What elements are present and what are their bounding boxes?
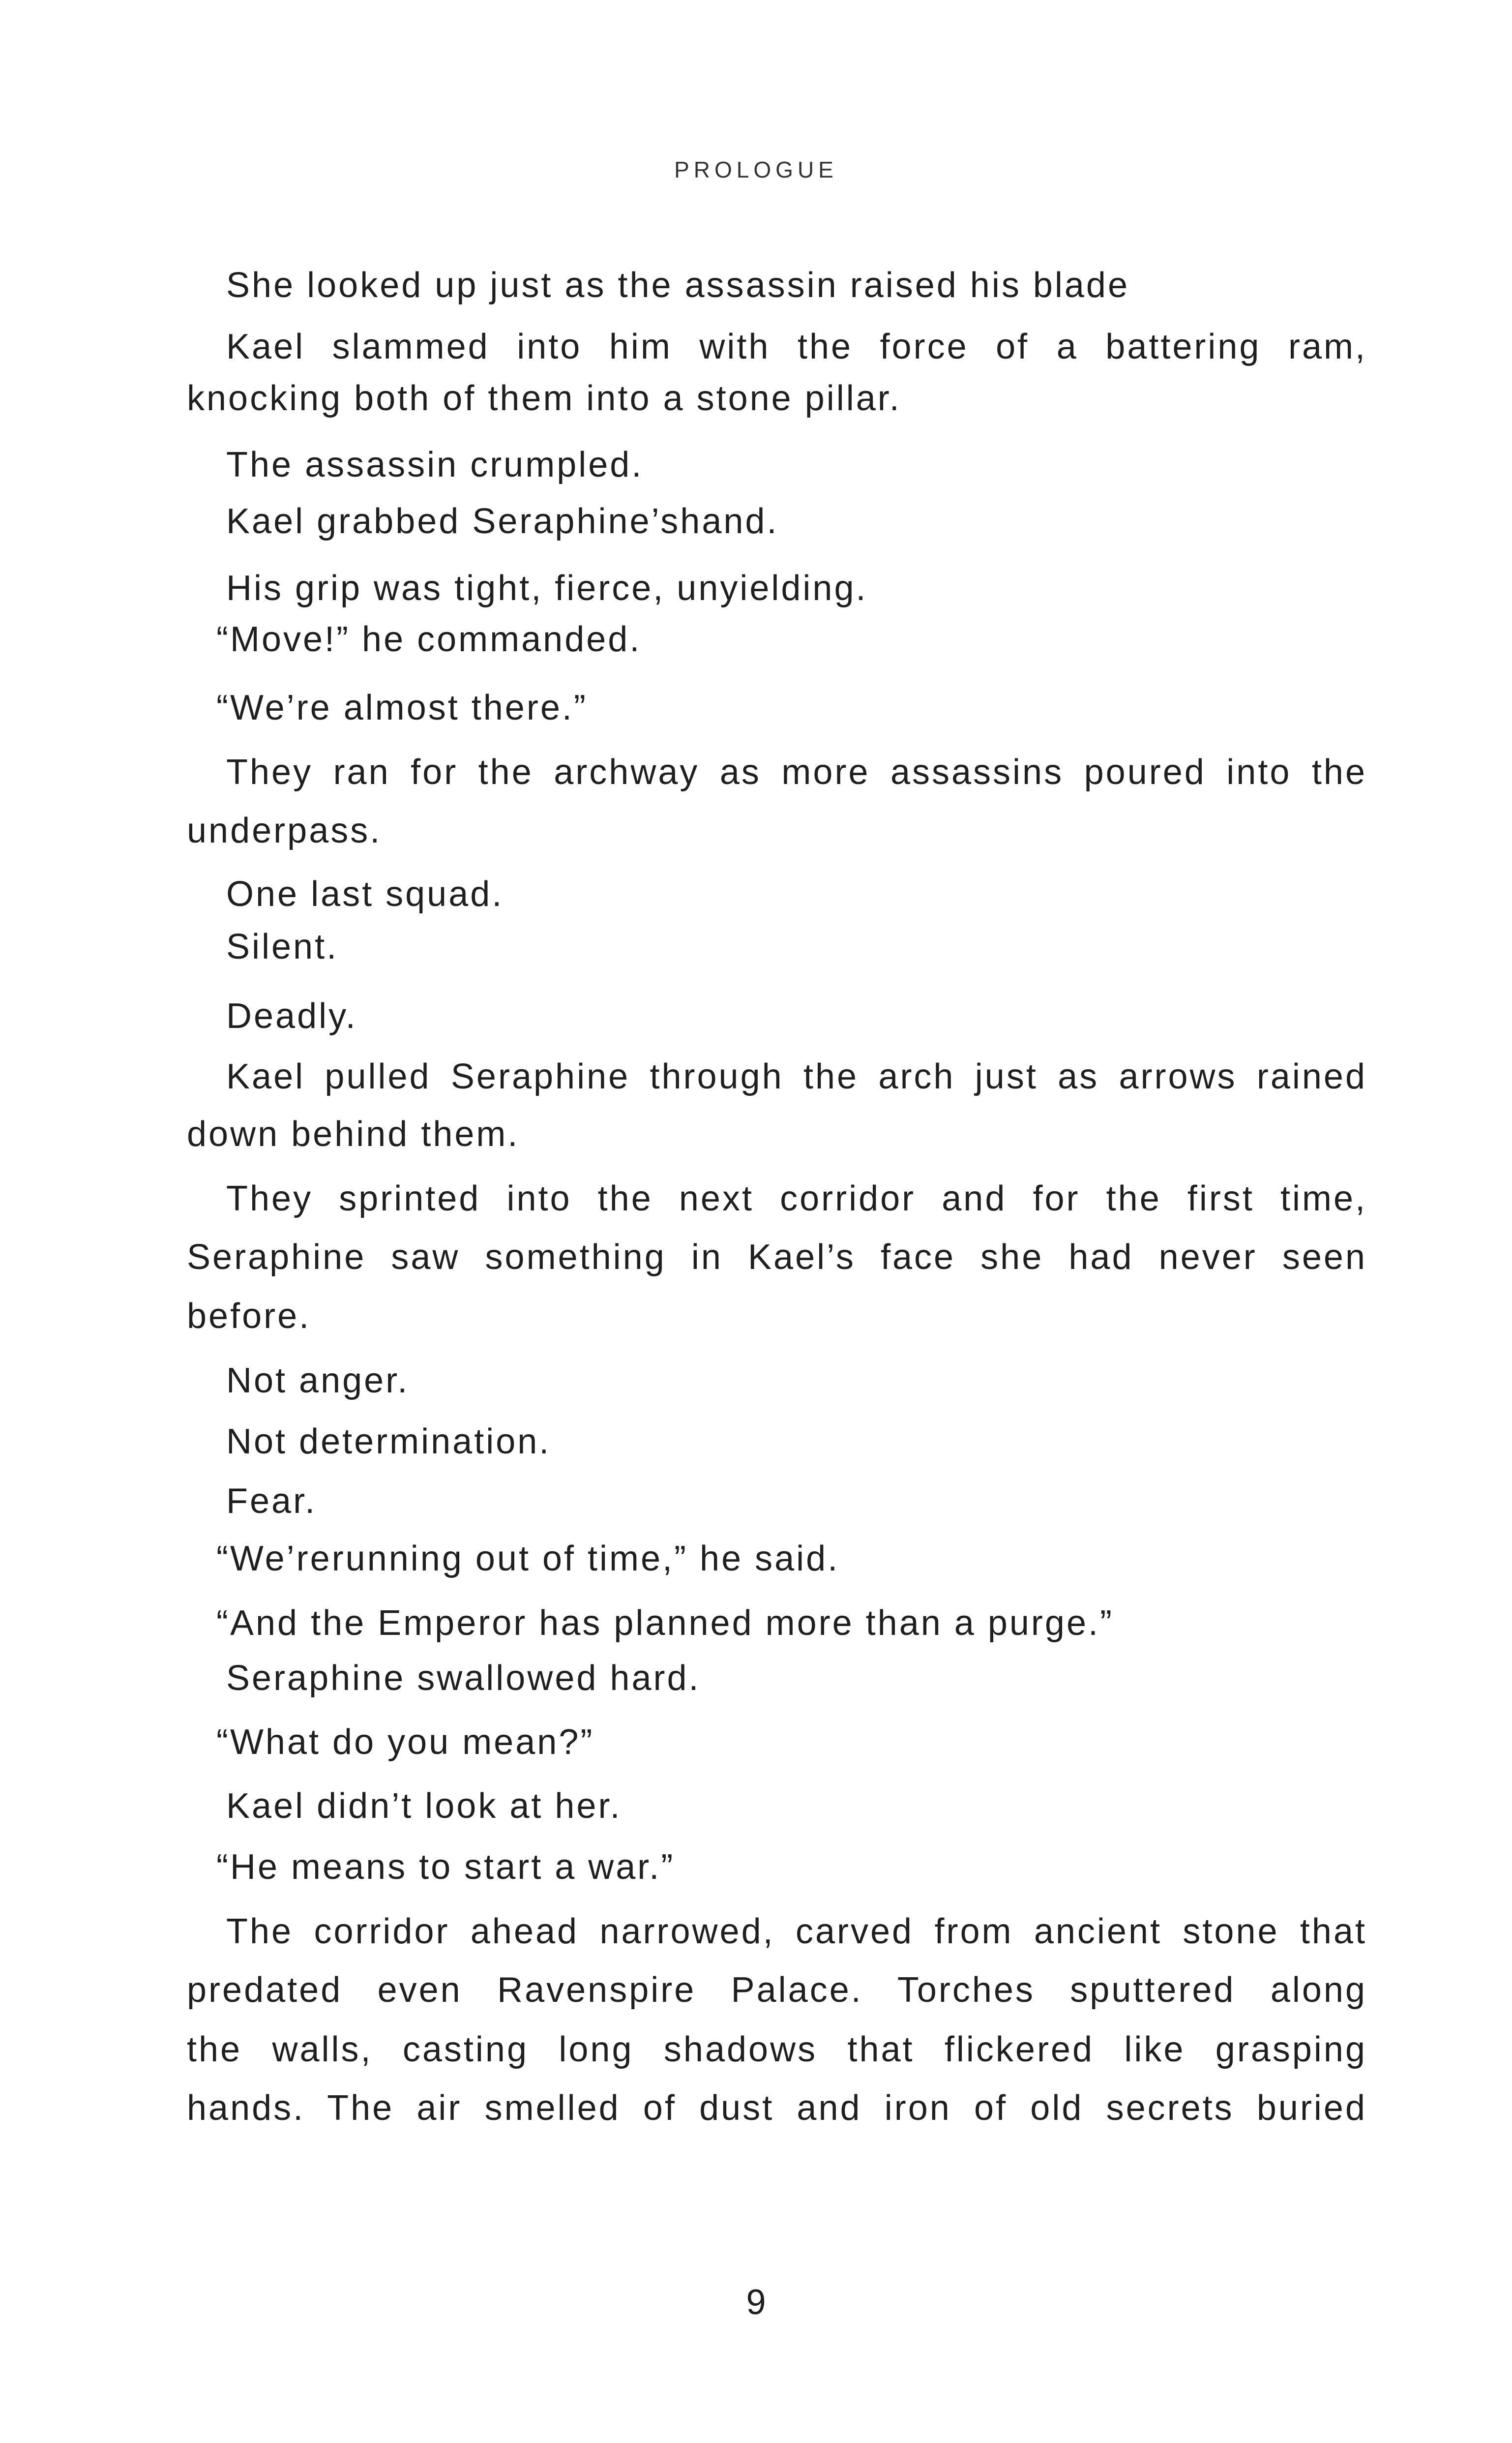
text-line: They sprinted into the next corridor and for the first time,: [226, 1179, 1367, 1218]
text-line: His grip was tight, fierce, unyielding.: [226, 569, 868, 608]
text-line: Silent.: [226, 927, 339, 966]
text-line: before.: [187, 1297, 311, 1336]
text-line: Not anger.: [226, 1361, 410, 1400]
text-line: underpass.: [187, 811, 382, 850]
text-line: predated even Ravenspire Palace. Torches sputtered along: [187, 1970, 1367, 2010]
text-body: [187, 0, 1367, 2262]
text-line: “He means to start a war.”: [216, 1847, 675, 1887]
text-line: “What do you mean?”: [216, 1722, 594, 1762]
text-line: “We’re almost there.”: [216, 688, 588, 727]
text-line: Kael didn’t look at her.: [226, 1786, 622, 1826]
text-line: The corridor ahead narrowed, carved from ancient stone that: [226, 1912, 1367, 1951]
text-line: Deadly.: [226, 996, 357, 1036]
text-line: The assassin crumpled.: [226, 445, 644, 484]
text-line: Seraphine saw something in Kael’s face she had never seen: [187, 1237, 1367, 1277]
running-head: PROLOGUE: [674, 157, 838, 182]
text-line: down behind them.: [187, 1115, 520, 1154]
text-line: hands. The air smelled of dust and iron of old secrets buried: [187, 2088, 1367, 2128]
text-line: She looked up just as the assassin raised his blade: [226, 266, 1130, 305]
text-line: Kael grabbed Seraphine’shand.: [226, 502, 779, 541]
text-line: Seraphine swallowed hard.: [226, 1659, 701, 1698]
text-line: knocking both of them into a stone pillar.: [187, 379, 901, 418]
text-line: Fear.: [226, 1481, 317, 1521]
text-line: “We’rerunning out of time,” he said.: [216, 1539, 840, 1578]
text-line: Kael slammed into him with the force of a battering ram,: [226, 327, 1367, 366]
text-line: the walls, casting long shadows that flickered like grasping: [187, 2030, 1367, 2069]
text-line: “And the Emperor has planned more than a purge.”: [216, 1603, 1114, 1643]
text-line: “Move!” he commanded.: [216, 620, 642, 659]
text-line: Kael pulled Seraphine through the arch just as arrows rained: [226, 1057, 1367, 1096]
text-line: They ran for the archway as more assassins poured into the: [226, 753, 1367, 792]
text-line: Not determination.: [226, 1422, 551, 1461]
text-line: One last squad.: [226, 875, 504, 914]
page-number: 9: [746, 2283, 766, 2322]
